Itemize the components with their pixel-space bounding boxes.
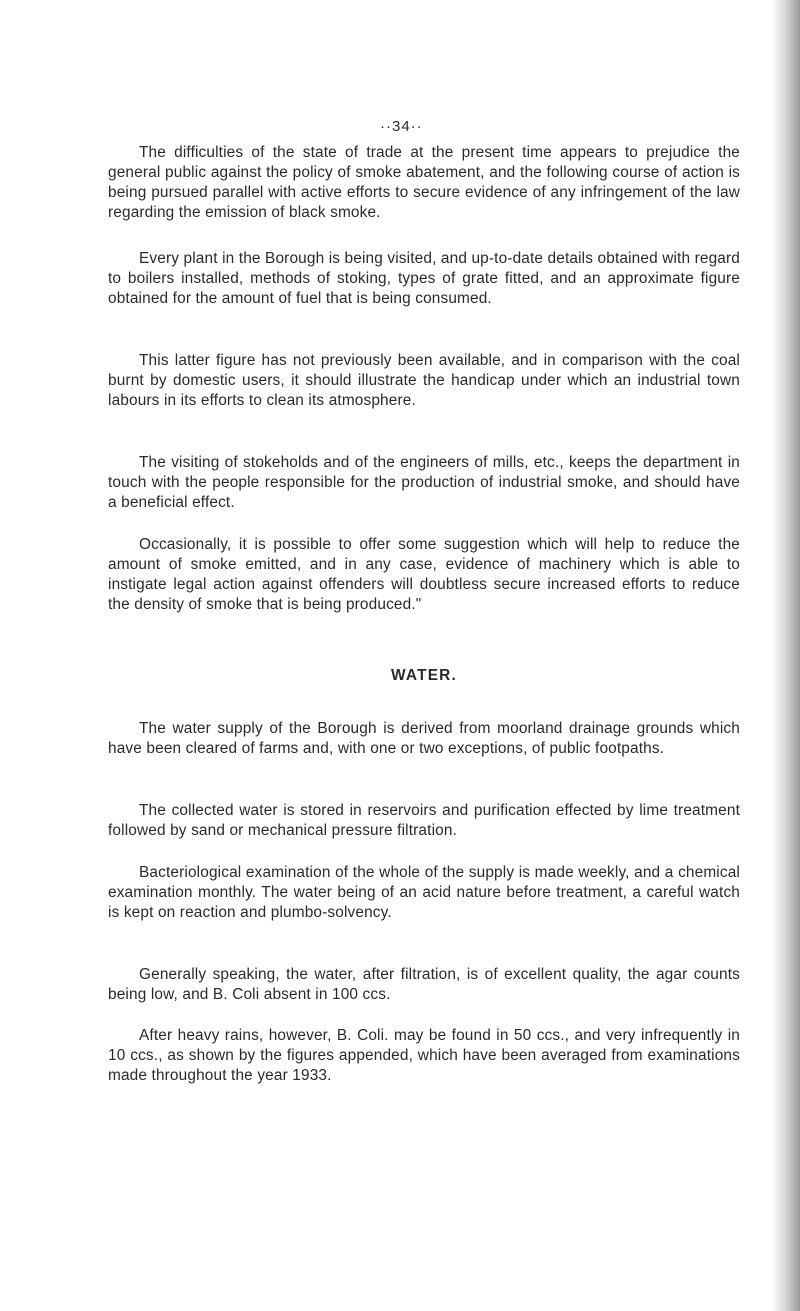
page-number: ··34·· bbox=[380, 118, 423, 135]
paragraph-text: Every plant in the Borough is being visited, and up-to-date details obtained with regard to boilers installed, methods of stoking, types of grate fitted, and an approximate figure obtained for the amount of fuel that is being consumed. bbox=[108, 250, 740, 307]
paragraph-text: After heavy rains, however, B. Coli. may be found in 50 ccs., and very infrequently in 10 ccs., as shown by the figures appended, which have been averaged from examinations made throughout the year 1933. bbox=[108, 1027, 740, 1084]
paragraph-text: The water supply of the Borough is derived from moorland drainage grounds which have been cleared of farms and, with one or two exceptions, of public footpaths. bbox=[108, 720, 740, 757]
smoke-paragraph-5 bbox=[108, 535, 740, 615]
paragraph-text: Occasionally, it is possible to offer some suggestion which will help to reduce the amount of smoke emitted, and in any case, evidence of machinery which is able to instigate legal action against offenders will doubtless secure increased efforts to reduce the density of smoke that is being produced." bbox=[108, 536, 740, 613]
smoke-paragraph-4 bbox=[108, 453, 740, 513]
smoke-paragraph-3 bbox=[108, 351, 740, 411]
smoke-paragraph-2 bbox=[108, 249, 740, 309]
water-heading: WATER. bbox=[391, 667, 457, 684]
water-paragraph-3 bbox=[108, 863, 740, 923]
water-paragraph-4 bbox=[108, 965, 740, 1005]
water-paragraph-5 bbox=[108, 1026, 740, 1086]
water-paragraph-2 bbox=[108, 801, 740, 841]
paragraph-text: Bacteriological examination of the whole of the supply is made weekly, and a chemical examination monthly. The water being of an acid nature before treatment, a careful watch is kept on reaction and plumbo-solvency. bbox=[108, 864, 740, 921]
paragraph-text: The difficulties of the state of trade at the present time appears to prejudice the general public against the policy of smoke abatement, and the following course of action is being pursued parallel with active efforts to secure evidence of any infringement of the law regarding the emission of black smoke. bbox=[108, 144, 740, 221]
smoke-paragraph-1 bbox=[108, 143, 740, 223]
paragraph-text: This latter figure has not previously been available, and in comparison with the coal burnt by domestic users, it should illustrate the handicap under which an industrial town labours in its efforts to clean its atmosphere. bbox=[108, 352, 740, 409]
paragraph-text: The visiting of stokeholds and of the engineers of mills, etc., keeps the department in touch with the people responsible for the production of industrial smoke, and should have a beneficial effect. bbox=[108, 454, 740, 511]
water-paragraph-1 bbox=[108, 719, 740, 759]
page-edge-shadow bbox=[772, 0, 800, 1311]
paragraph-text: Generally speaking, the water, after filtration, is of excellent quality, the agar counts being low, and B. Coli absent in 100 ccs. bbox=[108, 966, 740, 1003]
paragraph-text: The collected water is stored in reservoirs and purification effected by lime treatment followed by sand or mechanical pressure filtration. bbox=[108, 802, 740, 839]
